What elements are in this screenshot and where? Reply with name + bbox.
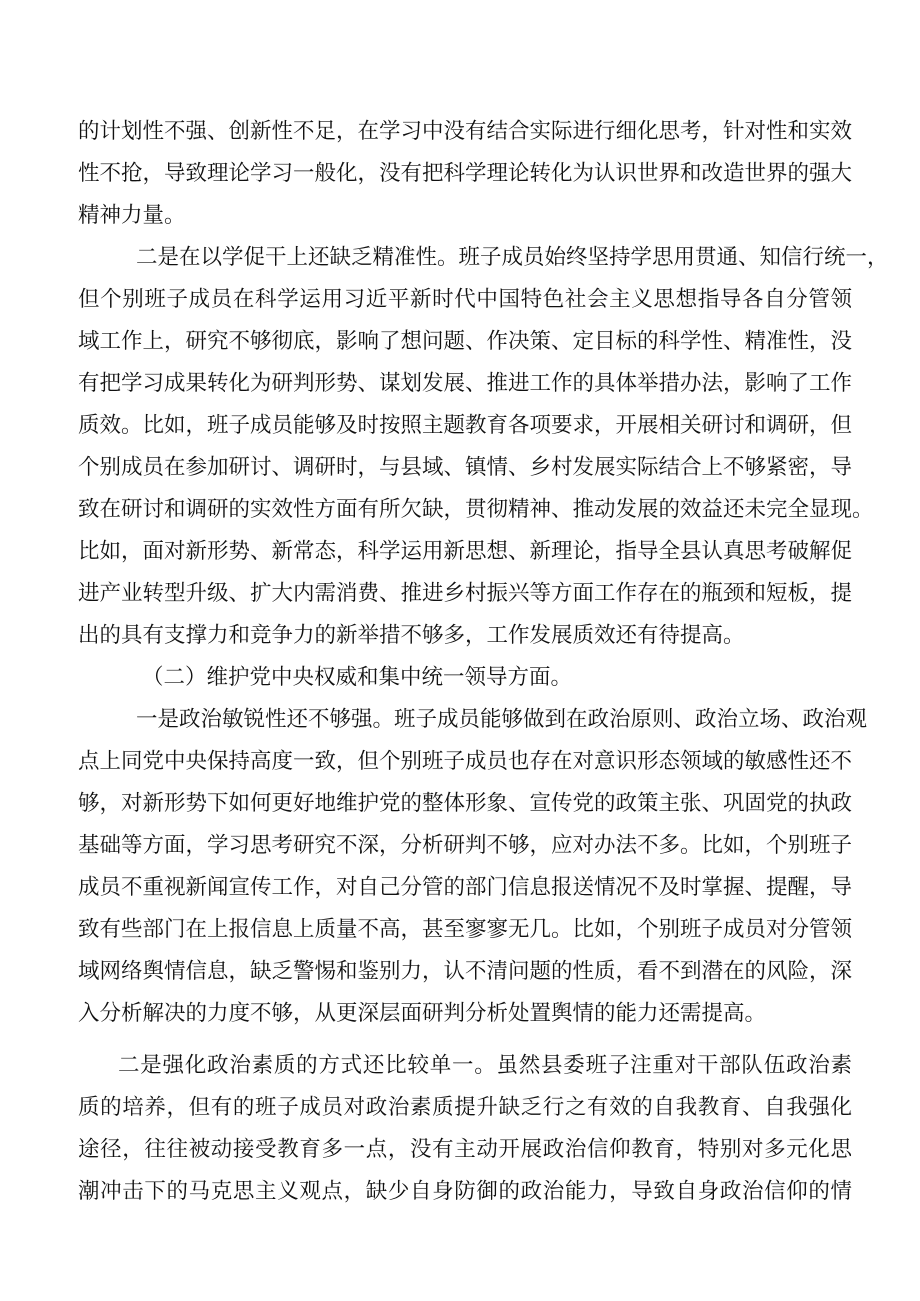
text-line: 致有些部门在上报信息上质量不高，甚至寥寥无几。比如，个别班子成员对分管领 — [78, 917, 853, 942]
paragraph-first-line: 一是政治敏锐性还不够强。班子成员能够做到在政治原则、政治立场、政治观 — [136, 707, 868, 732]
text-line: 进产业转型升级、扩大内需消费、推进乡村振兴等方面工作存在的瓶颈和短板，提 — [78, 581, 853, 606]
section-heading: （二）维护党中央权威和集中统一领导方面。 — [142, 665, 573, 690]
text-line: 质的培养，但有的班子成员对政治素质提升缺乏行之有效的自我教育、自我强化 — [78, 1095, 852, 1120]
paragraph-first-line: 二是强化政治素质的方式还比较单一。虽然县委班子注重对干部队伍政治素 — [118, 1053, 852, 1078]
text-line: 有把学习成果转化为研判形势、谋划发展、推进工作的具体举措办法，影响了工作 — [78, 371, 853, 396]
paragraph-first-line: 二是在以学促干上还缺乏精准性。班子成员始终坚持学思用贯通、知信行统一， — [136, 245, 889, 270]
text-line: 质效。比如，班子成员能够及时按照主题教育各项要求，开展相关研讨和调研，但 — [78, 413, 853, 438]
text-line: 点上同党中央保持高度一致，但个别班子成员也存在对意识形态领域的敏感性还不 — [78, 749, 853, 774]
text-line: 但个别班子成员在科学运用习近平新时代中国特色社会主义思想指导各自分管领 — [78, 287, 852, 312]
text-line: 域工作上，研究不够彻底，影响了想问题、作决策、定目标的科学性、精准性，没 — [78, 329, 853, 354]
text-line: 精神力量。 — [78, 203, 186, 228]
text-line: 途径，往往被动接受教育多一点，没有主动开展政治信仰教育，特别对多元化思 — [78, 1137, 852, 1162]
text-line: 潮冲击下的马克思主义观点，缺少自身防御的政治能力，导致自身政治信仰的情 — [78, 1179, 852, 1204]
text-line: 基础等方面，学习思考研究不深，分析研判不够，应对办法不多。比如，个别班子 — [78, 833, 853, 858]
text-line: 的计划性不强、创新性不足，在学习中没有结合实际进行细化思考，针对性和实效 — [78, 119, 853, 144]
text-line: 域网络舆情信息，缺乏警惕和鉴别力，认不清问题的性质，看不到潜在的风险，深 — [78, 959, 853, 984]
text-line: 入分析解决的力度不够，从更深层面研判分析处置舆情的能力还需提高。 — [78, 1001, 767, 1026]
text-line: 比如，面对新形势、新常态，科学运用新思想、新理论，指导全县认真思考破解促 — [78, 539, 853, 564]
text-line: 性不抢，导致理论学习一般化，没有把科学理论转化为认识世界和改造世界的强大 — [78, 161, 853, 186]
text-line: 出的具有支撑力和竞争力的新举措不够多，工作发展质效还有待提高。 — [78, 623, 745, 648]
text-line: 致在研讨和调研的实效性方面有所欠缺，贯彻精神、推动发展的效益还未完全显现。 — [78, 497, 874, 522]
text-line: 够，对新形势下如何更好地维护党的整体形象、宣传党的政策主张、巩固党的执政 — [78, 791, 853, 816]
text-line: 成员不重视新闻宣传工作，对自己分管的部门信息报送情况不及时掌握、提醒，导 — [78, 875, 853, 900]
text-line: 个别成员在参加研讨、调研时，与县域、镇情、乡村发展实际结合上不够紧密，导 — [78, 455, 853, 480]
